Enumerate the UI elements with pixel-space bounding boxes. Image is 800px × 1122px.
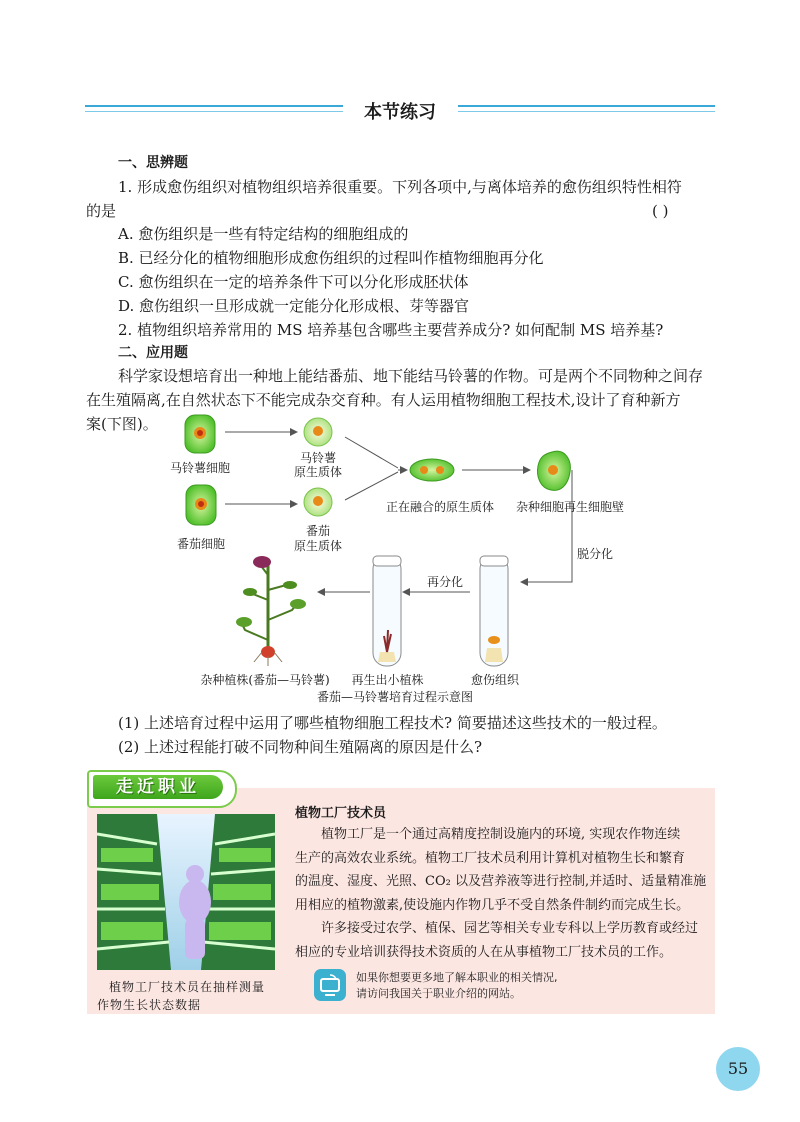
- label-redifferentiation: 再分化: [426, 575, 463, 589]
- label-dedifferentiation: 脱分化: [577, 547, 614, 561]
- label-tomato-protoplast-1: 番茄: [305, 524, 330, 538]
- callus-tube-image: [480, 556, 508, 666]
- label-plantlet: 再生出小植株: [351, 673, 424, 687]
- label-tomato-cell: 番茄细胞: [176, 537, 225, 551]
- q2-text: 2. 植物组织培养常用的 MS 培养基包含哪些主要营养成分? 如何配制 MS 培养基?: [118, 321, 664, 339]
- plant-factory-photo: [97, 814, 275, 970]
- fusing-protoplast-image: [410, 459, 454, 481]
- q1-line2: 的是: [86, 202, 117, 220]
- career-tip-line2: 请访问我国关于职业介绍的网站。: [356, 987, 521, 1000]
- q1-answer-blank[interactable]: ( ): [652, 202, 669, 220]
- plantlet-tube-image: [373, 556, 401, 666]
- intro-line1: 科学家设想培育出一种地上能结番茄、地下能结马铃薯的作物。可是两个不同物种之间存: [118, 367, 704, 385]
- career-tip: [356, 970, 558, 1002]
- q1-option-d: D. 愈伤组织一旦形成就一定能分化形成根、芽等器官: [118, 297, 470, 315]
- photo-caption-line2: 作物生长状态数据: [97, 998, 202, 1012]
- q1-option-b: B. 已经分化的植物细胞形成愈伤组织的过程叫作植物细胞再分化: [118, 249, 544, 267]
- hybrid-cell-image: [538, 451, 571, 490]
- career-p2-line2: 相应的专业培训获得技术资质的人在从事植物工厂技术员的工作。: [295, 944, 673, 960]
- label-fusing-protoplast: 正在融合的原生质体: [385, 500, 494, 514]
- photo-caption: [97, 978, 265, 1014]
- career-tab: [87, 770, 237, 808]
- career-tab-label: 走近职业: [93, 775, 223, 799]
- label-hybrid-plant: 杂种植株(番茄—马铃薯): [200, 673, 330, 687]
- career-p1-line3: 的温度、湿度、光照、CO₂ 以及营养液等进行控制,并适时、适量精准施: [295, 874, 707, 889]
- career-title: 植物工厂技术员: [295, 806, 387, 821]
- q1-option-a: A. 愈伤组织是一些有特定结构的细胞组成的: [118, 225, 409, 243]
- q1-option-c: C. 愈伤组织在一定的培养条件下可以分化形成胚状体: [118, 273, 469, 291]
- hybrid-plant-image: [236, 556, 306, 666]
- career-paragraph-2: [295, 917, 698, 964]
- career-paragraph-1: [295, 823, 706, 917]
- q1-line1: 1. 形成愈伤组织对植物组织培养很重要。下列各项中,与离体培养的愈伤组织特性相符: [118, 178, 682, 196]
- part1-heading: 一、思辨题: [118, 155, 188, 171]
- intro-line2: 在生殖隔离,在自然状态下不能完成杂交育种。有人运用植物细胞工程技术,设计了育种新方: [86, 391, 681, 409]
- career-p1-line2: 生产的高效农业系统。植物工厂技术员利用计算机对植物生长和繁育: [295, 850, 686, 866]
- label-potato-cell: 马铃薯细胞: [169, 461, 230, 475]
- potato-protoplast-image: [304, 418, 332, 446]
- part2-heading: 二、应用题: [118, 345, 188, 361]
- career-p1-line1: 植物工厂是一个通过高精度控制设施内的环境, 实现农作物连续: [321, 827, 681, 842]
- label-tomato-protoplast-2: 原生质体: [293, 539, 342, 553]
- tomato-protoplast-image: [304, 488, 332, 516]
- diagram-caption: 番茄—马铃薯培育过程示意图: [316, 690, 473, 704]
- label-potato-protoplast-2: 原生质体: [293, 465, 342, 479]
- application-question-2: (2) 上述过程能打破不同物种间生殖隔离的原因是什么?: [118, 738, 483, 756]
- web-link-icon[interactable]: [314, 969, 346, 1001]
- intro-line3: 案(下图)。: [86, 415, 158, 433]
- career-tip-line1: 如果你想要更多地了解本职业的相关情况,: [356, 971, 558, 984]
- tomato-cell-image: [186, 485, 216, 525]
- career-p1-line4: 用相应的植物激素,使设施内作物几乎不受自然条件制约而完成生长。: [295, 897, 690, 913]
- label-hybrid-cell-wall: 杂种细胞再生细胞壁: [515, 500, 624, 514]
- potato-cell-image: [185, 415, 215, 453]
- photo-caption-line1: 植物工厂技术员在抽样测量: [109, 980, 266, 994]
- page-number: 55: [716, 1047, 760, 1091]
- application-question-1: (1) 上述培育过程中运用了哪些植物细胞工程技术? 简要描述这些技术的一般过程。: [118, 714, 667, 732]
- section-title: 本节练习: [364, 102, 436, 123]
- career-p2-line1: 许多接受过农学、植保、园艺等相关专业专科以上学历教育或经过: [321, 921, 699, 936]
- label-potato-protoplast-1: 马铃薯: [299, 451, 336, 465]
- label-callus: 愈伤组织: [470, 673, 519, 687]
